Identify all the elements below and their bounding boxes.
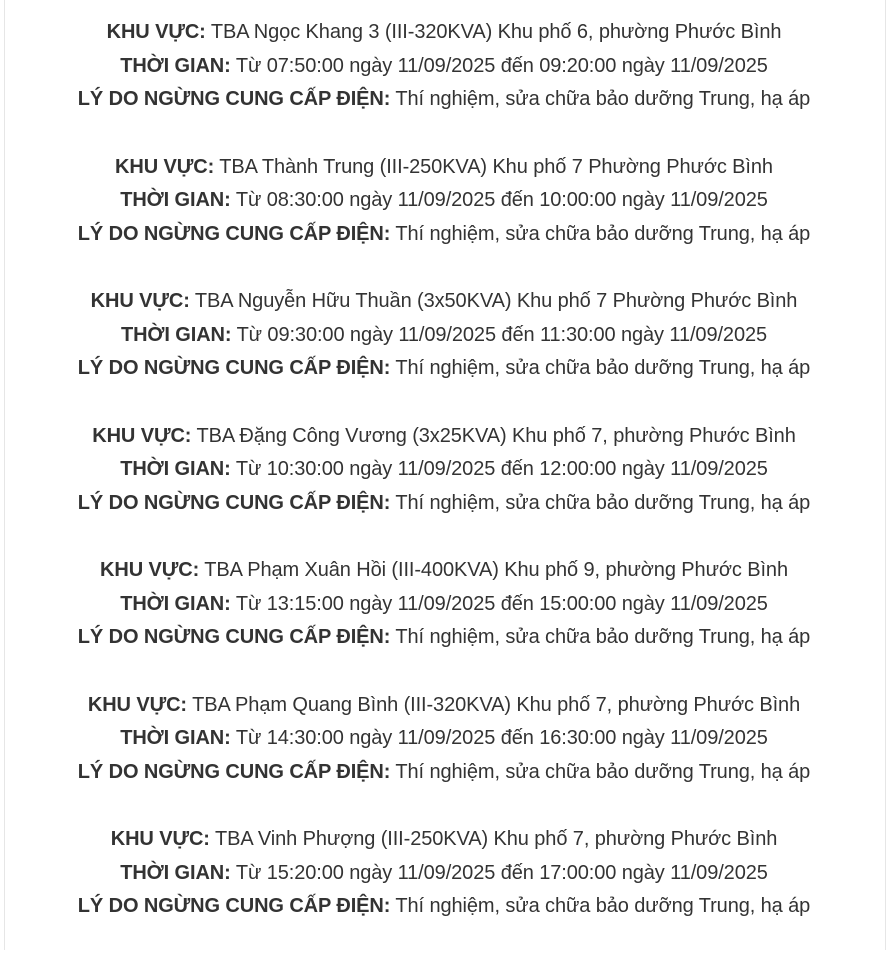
- time-line: [0, 453, 888, 487]
- outage-notice: [0, 823, 888, 958]
- outage-notice: [0, 151, 888, 286]
- reason-line: [0, 756, 888, 790]
- reason-label: LÝ DO NGỪNG CUNG CẤP ĐIỆN:: [77, 626, 391, 649]
- area-label: KHU VỰC:: [100, 559, 200, 581]
- reason-label: LÝ DO NGỪNG CUNG CẤP ĐIỆN:: [77, 222, 391, 245]
- area-line: [0, 554, 888, 588]
- area-value: TBA Phạm Xuân Hồi (III-400KVA) Khu phố 9, phường Phước Bình: [204, 559, 788, 581]
- time-value: Từ 10:30:00 ngày 11/09/2025 đến 12:00:00 ngày 11/09/2025: [235, 458, 768, 481]
- area-line: [0, 151, 888, 185]
- area-line: [0, 285, 888, 319]
- outage-notice: [0, 285, 888, 420]
- reason-value: Thí nghiệm, sửa chữa bảo dưỡng Trung, hạ áp: [395, 626, 811, 649]
- reason-label: LÝ DO NGỪNG CUNG CẤP ĐIỆN:: [77, 491, 391, 514]
- area-value: TBA Đặng Công Vương (3x25KVA) Khu phố 7, phường Phước Bình: [196, 424, 796, 447]
- time-line: [0, 722, 888, 756]
- time-value: Từ 14:30:00 ngày 11/09/2025 đến 16:30:00 ngày 11/09/2025: [235, 727, 768, 750]
- time-label: THỜI GIAN:: [120, 54, 231, 77]
- time-line: [0, 50, 888, 84]
- time-value: Từ 15:20:00 ngày 11/09/2025 đến 17:00:00 ngày 11/09/2025: [235, 861, 768, 884]
- reason-line: [0, 890, 888, 924]
- area-line: [0, 823, 888, 857]
- time-label: THỜI GIAN:: [120, 323, 232, 346]
- outage-notice: [0, 420, 888, 555]
- time-label: THỜI GIAN:: [120, 727, 231, 750]
- time-value: Từ 09:30:00 ngày 11/09/2025 đến 11:30:00 ngày 11/09/2025: [236, 323, 768, 346]
- time-value: Từ 13:15:00 ngày 11/09/2025 đến 15:00:00 ngày 11/09/2025: [235, 592, 768, 615]
- reason-label: LÝ DO NGỪNG CUNG CẤP ĐIỆN:: [77, 760, 391, 783]
- outage-notice: [0, 16, 888, 151]
- area-label: KHU VỰC:: [90, 290, 190, 312]
- reason-value: Thí nghiệm, sửa chữa bảo dưỡng Trung, hạ áp: [395, 895, 811, 918]
- reason-line: [0, 83, 888, 117]
- area-line: [0, 16, 888, 50]
- time-value: Từ 08:30:00 ngày 11/09/2025 đến 10:00:00 ngày 11/09/2025: [235, 189, 768, 212]
- area-label: KHU VỰC:: [115, 155, 215, 178]
- area-label: KHU VỰC:: [106, 21, 206, 43]
- reason-label: LÝ DO NGỪNG CUNG CẤP ĐIỆN:: [77, 88, 391, 111]
- area-value: TBA Phạm Quang Bình (III-320KVA) Khu phố 7, phường Phước Bình: [192, 693, 801, 716]
- outage-notice-list: [0, 16, 888, 958]
- outage-notice: [0, 689, 888, 824]
- area-label: KHU VỰC:: [110, 828, 210, 850]
- reason-value: Thí nghiệm, sửa chữa bảo dưỡng Trung, hạ áp: [395, 760, 811, 783]
- area-line: [0, 689, 888, 723]
- area-value: TBA Ngọc Khang 3 (III-320KVA) Khu phố 6, phường Phước Bình: [210, 21, 782, 43]
- time-label: THỜI GIAN:: [120, 861, 231, 884]
- time-line: [0, 319, 888, 353]
- time-value: Từ 07:50:00 ngày 11/09/2025 đến 09:20:00 ngày 11/09/2025: [235, 54, 768, 77]
- time-line: [0, 184, 888, 218]
- reason-line: [0, 487, 888, 521]
- time-label: THỜI GIAN:: [120, 458, 231, 481]
- time-label: THỜI GIAN:: [120, 189, 231, 212]
- area-value: TBA Nguyễn Hữu Thuần (3x50KVA) Khu phố 7 Phường Phước Bình: [194, 290, 798, 312]
- reason-line: [0, 352, 888, 386]
- reason-value: Thí nghiệm, sửa chữa bảo dưỡng Trung, hạ áp: [395, 222, 811, 245]
- reason-label: LÝ DO NGỪNG CUNG CẤP ĐIỆN:: [77, 895, 391, 918]
- reason-label: LÝ DO NGỪNG CUNG CẤP ĐIỆN:: [77, 357, 391, 380]
- area-label: KHU VỰC:: [92, 424, 192, 447]
- time-label: THỜI GIAN:: [120, 592, 231, 615]
- reason-line: [0, 621, 888, 655]
- area-value: TBA Thành Trung (III-250KVA) Khu phố 7 Phường Phước Bình: [219, 155, 773, 178]
- area-label: KHU VỰC:: [87, 693, 187, 716]
- reason-value: Thí nghiệm, sửa chữa bảo dưỡng Trung, hạ áp: [395, 357, 811, 380]
- outage-notice: [0, 554, 888, 689]
- time-line: [0, 588, 888, 622]
- area-line: [0, 420, 888, 454]
- reason-value: Thí nghiệm, sửa chữa bảo dưỡng Trung, hạ áp: [395, 491, 811, 514]
- reason-value: Thí nghiệm, sửa chữa bảo dưỡng Trung, hạ áp: [395, 88, 811, 111]
- time-line: [0, 857, 888, 891]
- reason-line: [0, 218, 888, 252]
- area-value: TBA Vinh Phượng (III-250KVA) Khu phố 7, phường Phước Bình: [214, 828, 778, 850]
